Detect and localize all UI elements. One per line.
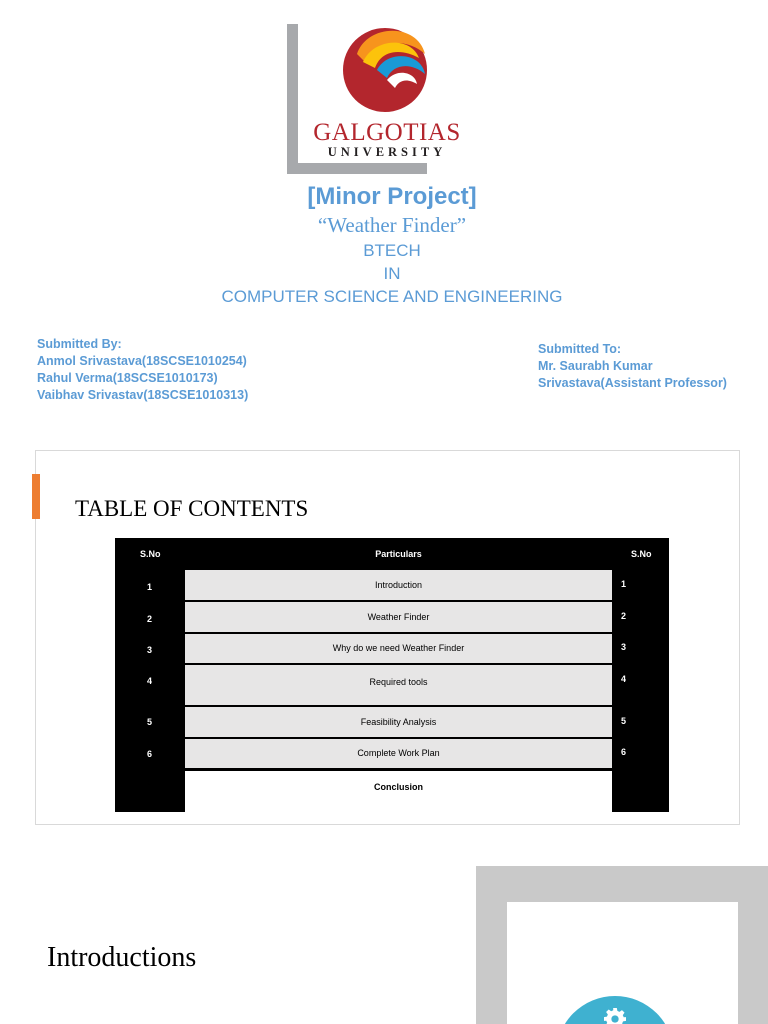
table-row [115, 664, 669, 706]
row-particular: Required tools [185, 665, 612, 705]
row-sno-left: 6 [147, 749, 153, 759]
member-name: Rahul Verma(18SCSE1010173) [37, 371, 218, 385]
row-particular: Conclusion [185, 771, 612, 812]
toc-title: TABLE OF CONTENTS [75, 496, 309, 521]
logo-subtitle: UNIVERSITY [327, 145, 447, 159]
table-row [115, 569, 669, 601]
row-particular: Weather Finder [185, 602, 612, 632]
row-sno-left: 2 [147, 614, 153, 624]
row-sno-left: 3 [147, 645, 153, 655]
row-sno-right: 1 [621, 579, 627, 589]
row-particular: Feasibility Analysis [185, 707, 612, 737]
logo-frame-horizontal [287, 163, 427, 174]
row-sno-right: 4 [621, 674, 627, 684]
logo-frame-vertical [287, 24, 298, 174]
submitted-by-block [37, 336, 248, 404]
row-sno-right: 6 [621, 747, 627, 757]
header-sno-right: S.No [631, 549, 652, 559]
member-name: Anmol Srivastava(18SCSE1010254) [37, 354, 247, 368]
row-particular: Complete Work Plan [185, 739, 612, 768]
submitted-to-label: Submitted To: [538, 342, 622, 356]
table-row [115, 769, 669, 812]
table-row [115, 738, 669, 769]
header-particulars: Particulars [375, 549, 422, 559]
row-sno-left: 1 [147, 582, 153, 592]
toc-table [115, 538, 669, 812]
table-row [115, 633, 669, 664]
submitted-to-block [538, 341, 727, 392]
row-sno-left: 5 [147, 717, 153, 727]
table-row [115, 706, 669, 738]
cover-title-block [0, 182, 768, 308]
university-logo [287, 24, 467, 174]
degree-label: BTECH [363, 241, 421, 260]
gear-icon [604, 1008, 626, 1024]
in-label: IN [383, 264, 401, 283]
branch-label: COMPUTER SCIENCE AND ENGINEERING [221, 287, 563, 306]
submitted-by-label: Submitted By: [37, 337, 122, 351]
row-sno-right: 3 [621, 642, 627, 652]
slide-accent-bar [32, 474, 40, 519]
table-row [115, 601, 669, 633]
project-label: [Minor Project] [307, 183, 477, 210]
intro-title: Introductions [47, 942, 197, 973]
logo-swirl-icon [337, 24, 437, 114]
member-name: Vaibhav Srivastav(18SCSE1010313) [37, 388, 249, 402]
row-particular: Introduction [185, 570, 612, 600]
row-sno-right: 5 [621, 716, 627, 726]
project-name: “Weather Finder” [317, 213, 467, 237]
supervisor-line: Mr. Saurabh Kumar [538, 359, 653, 373]
row-sno-left: 4 [147, 676, 153, 686]
row-particular: Why do we need Weather Finder [185, 634, 612, 663]
header-sno-left: S.No [140, 549, 161, 559]
logo-name: GALGOTIAS [313, 119, 461, 146]
supervisor-line: Srivastava(Assistant Professor) [538, 376, 727, 390]
row-sno-right: 2 [621, 611, 627, 621]
